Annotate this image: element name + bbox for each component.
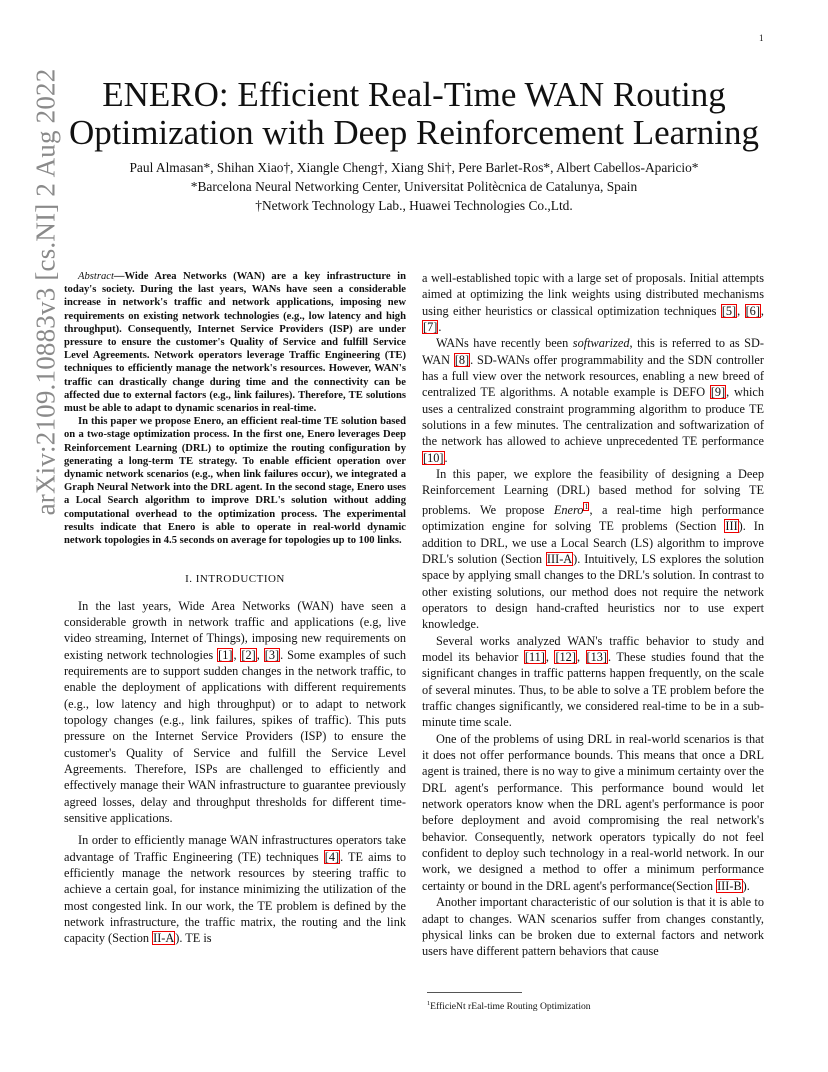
right-paragraph-3: Several works analyzed WAN's traffic behavior to study and model its behavior [11], [12], [13]. These studies found that the significant changes in traffic patterns happen frequently, on the scale of several minutes. Thus, to be able to solve a TE problem before the traffic changes significantly, we considered real-time to be in a sub-minute time scale. (422, 633, 764, 730)
citation-link[interactable]: [12] (555, 650, 576, 664)
footnote: $^1$EfficieNt rEal-time Routing Optimization (427, 1000, 591, 1013)
section-link[interactable]: III-A (546, 551, 573, 566)
author-list: Paul Almasan*, Shihan Xiao†, Xiangle Cheng†, Xiang Shi†, Pere Barlet-Ros*, Albert Cabellos-Aparicio* (129, 160, 699, 175)
citation-link[interactable]: [1] (218, 647, 233, 662)
right-paragraph-4: One of the problems of using DRL in real-world scenarios is that it does not offer performance bounds. This means that once a DRL agent is trained, there is no way to give a minimum certainty over the DRL agent's performance. This performance bound would let network operators know when the DRL agent's performance is poor before deployment and avoid compromising the real network's behavior. Consequently, network operators typically do not feel confident to deploy such technology in a real-world network. In our work, we designed a method to offer a minimum performance certainty or bound in the DRL agent's performance(Section III-B). (422, 731, 764, 893)
page-number: 1 (759, 33, 764, 43)
section-link[interactable]: III-B (717, 878, 742, 893)
paper-title: ENERO: Efficient Real-Time WAN Routing Optimization with Deep Reinforcement Learning (68, 75, 760, 152)
section-link[interactable]: III (725, 519, 738, 534)
citation-link[interactable]: [4] (324, 849, 340, 864)
section-link[interactable]: II-A (153, 931, 175, 946)
citation-link[interactable]: [5] (721, 303, 737, 318)
affiliation-huawei: †Network Technology Lab., Huawei Technologies Co.,Ltd. (255, 198, 573, 213)
section-heading: I. INTRODUCTION (185, 573, 285, 586)
citation-link[interactable]: [9] (710, 385, 726, 400)
left-column (64, 270, 406, 947)
abstract: Abstract—Wide Area Networks (WAN) are a key infrastructure in today's society. During the last years, WANs have seen a considerable increase in network's traffic and network applications, imposing new requirements on existing network technologies (e.g., low latency and high throughput). Consequently, Internet Service Providers (ISP) are under pressure to ensure the customer's Quality of Service and fulfill Service Level Agreements. Network operators leverage Traffic Engineering (TE) techniques to efficiently manage the network's resources. However, WAN's traffic can drastically change during time and the connectivity can be affected due to external factors (e.g., link failures). Therefore, TE solutions must be able to adapt to dynamic scenarios in real-time. In this paper we propose Enero, an efficient real-time TE solution based on a two-stage optimization process. In the first one, Enero leverages Deep Reinforcement Learning (DRL) to optimize the routing configuration by generating a long-term TE strategy. To enable efficient operation over dynamic network scenarios (e.g., when link failures occur), we integrated a Graph Neural Network into the DRL agent. In the second stage, Enero uses a Local Search algorithm to improve DRL's solution without adding computational overhead to the optimization process. The experimental results indicate that Enero is able to operate in real-world dynamic network topologies in 4.5 seconds on average for topologies up to 100 links. (64, 271, 406, 547)
citation-link[interactable]: [7] (423, 320, 438, 335)
citation-link[interactable]: [10] (423, 450, 444, 465)
abstract-label: Abstract (78, 271, 114, 282)
citation-link[interactable]: [2] (241, 647, 256, 662)
footnote-link[interactable]: 1 (584, 501, 589, 511)
intro-paragraph-1: In the last years, Wide Area Networks (WAN) have seen a considerable growth in network traffic and applications (e.g, live video streaming, Internet of Things), imposing new requirements on existing network technologies [1], [2], [3]. Some examples of such requirements are to support sudden changes in the network traffic, to enable the deployment of applications with different requirements (e.g., low latency and high throughput) or to adapt to network topology changes (e.g., link failures, spikes of traffic). This puts pressure on the Internet Service Providers (ISP) to ensure the customer's Quality of Service and fulfill the Service Level Agreements. Therefore, ISPs are challenged to efficiently and effectively manage their WAN infrastructure to guarantee previously agreed losses, delay and throughput thresholds for different time-sensitive applications. (64, 598, 407, 826)
right-paragraph-5: Another important characteristic of our solution is that it is able to adapt to changes. WAN scenarios suffer from changes constantly, physical links can be broken due to external factors and network users have different pattern behaviors that cause (422, 895, 764, 959)
abstract-paragraph-2: In this paper we propose Enero, an efficient real-time TE solution based on a two-stage optimization process. In the first one, Enero leverages Deep Reinforcement Learning (DRL) to optimize the routing configuration by generating a long-term TE strategy. To enable efficient operation over dynamic network scenarios (e.g., when link failures occur), we integrated a Graph Neural Network into the DRL agent. In the second stage, Enero uses a Local Search algorithm to improve DRL's solution without adding computational overhead to the optimization process. The experimental results indicate that Enero is able to operate in real-world dynamic network topologies in 4.5 seconds on average for topologies up to 100 links. (64, 416, 406, 547)
footnote-rule (427, 992, 522, 993)
right-paragraph-0: a well-established topic with a large set of proposals. Initial attempts aimed at optimizing the link weights using distributed mechanisms using either heuristics or classical optimization techniques [5], [6], [7]. (422, 271, 764, 335)
affiliation-bnn: *Barcelona Neural Networking Center, Universitat Politècnica de Catalunya, Spain (190, 179, 638, 194)
right-paragraph-1: WANs have recently been softwarized, this is referred to as SD-WAN [8]. SD-WANs offer programmability and the SDN controller has a full view over the network resources, enabling a new breed of centralized TE algorithms. A notable example is DEFO [9], which uses a centralized constraint programming algorithm to produce TE solutions in a few minutes. The centralization and softwarization of the network has allowed to achieve unprecedented TE performance [10]. (422, 336, 764, 465)
citation-link[interactable]: [13] (586, 650, 607, 664)
citation-link[interactable]: [8] (454, 352, 470, 367)
right-paragraph-2: In this paper, we explore the feasibility of designing a Deep Reinforcement Learning (DRL) based method for solving TE problems. We propose Enero$^1$, a real-time high performance optimization engine for solving TE problems (Section III). In addition to DRL, we use a Local Search (LS) algorithm to improve DRL's solution (Section III-A). Intuitively, LS explores the solution space by applying small changes to the DRL's solution. In contrast to other existing solutions, our method does not require the network operators to design hand-crafted heuristics nor to use expert knowledge. (422, 467, 764, 632)
right-column (422, 270, 764, 960)
citation-link[interactable]: [6] (745, 303, 760, 318)
intro-paragraph-2: In order to efficiently manage WAN infrastructures operators take advantage of Traffic Engineering (TE) techniques [4]. TE aims to efficiently manage the network resources by steering traffic to achieve a certain goal, for instance minimizing the utilization of the most congested link. In our work, the TE problem is defined by the network infrastructure, the traffic matrix, the routing and the link capacity (Section II-A). TE is (64, 833, 406, 946)
citation-link[interactable]: [3] (264, 647, 280, 662)
citation-link[interactable]: [11] (524, 650, 545, 664)
